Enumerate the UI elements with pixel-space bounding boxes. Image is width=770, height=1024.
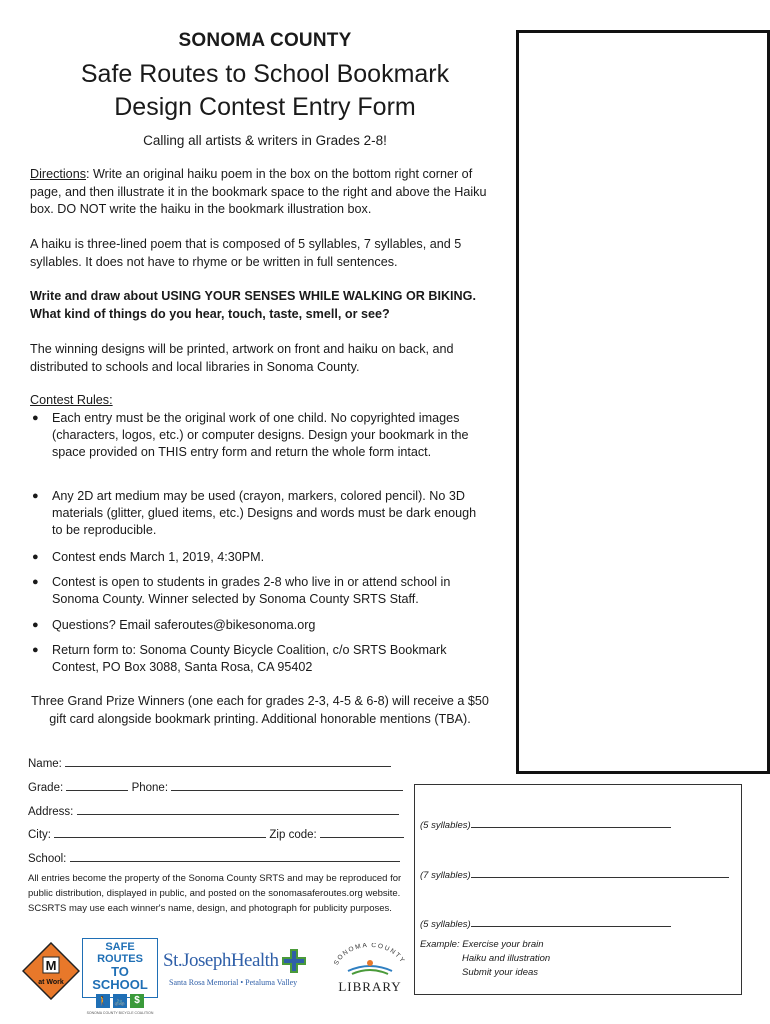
rule-item <box>30 617 490 634</box>
srts-icons <box>83 994 157 1008</box>
rule-text: Contest is open to students in grades 2-8 who live in or attend school in Sonoma County. Winner selected by Sonoma County SRTS Staff. <box>52 575 451 606</box>
rule-item <box>30 549 490 566</box>
library-name: LIBRARY <box>338 979 402 994</box>
rule-text: Questions? Email saferoutes@bikesonoma.org <box>52 618 316 632</box>
name-label: Name: <box>28 758 62 770</box>
haiku-line-1[interactable] <box>420 817 671 831</box>
school-label: School: <box>28 853 67 865</box>
sign-text: at Work <box>38 979 64 986</box>
grade-phone-row <box>28 778 403 794</box>
theme-paragraph: Write and draw about USING YOUR SENSES WHILE WALKING OR BIKING. What kind of things do you hear, touch, taste, smell, or see? <box>30 289 476 321</box>
rule-item <box>30 488 490 541</box>
diamond-sign-icon <box>22 942 80 1000</box>
city-zip-row <box>28 825 404 841</box>
safe-routes-logo <box>82 938 160 1015</box>
walker-icon: 🚶 <box>97 996 109 1006</box>
bullet-icon: ● <box>32 644 39 656</box>
city-line[interactable] <box>54 825 266 838</box>
haiku-line-2-blank[interactable] <box>471 867 729 878</box>
bullet-icon: ● <box>32 576 39 588</box>
rule-text: Contest ends March 1, 2019, 4:30PM. <box>52 550 265 564</box>
cross-icon <box>281 948 307 974</box>
rule-text: Any 2D art medium may be used (crayon, markers, colored pencil). No 3D materials (glitter, glued items, etc.) Designs and words must be dark enough to be reproducible. <box>52 489 477 537</box>
directions-text: : Write an original haiku poem in the box on the bottom right corner of page, and then illustrate it in the bookmark space to the right and above the Haiku box. DO NOT write the haiku in the bookmark illustration box. <box>30 167 487 216</box>
title-line-2: Design Contest Entry Form <box>114 93 416 121</box>
haiku-definition: A haiku is three-lined poem that is composed of 5 syllables, 7 syllables, and 5 syllables. It does not have to rhyme or be written in full sentences. <box>30 237 462 269</box>
zip-line[interactable] <box>320 825 404 838</box>
rule-item <box>30 574 490 609</box>
rule-item <box>30 410 490 480</box>
title-line-1: Safe Routes to School Bookmark <box>80 60 450 88</box>
school-field[interactable] <box>28 849 400 865</box>
directions-label: Directions <box>30 167 86 181</box>
phone-label: Phone: <box>131 782 169 794</box>
bullet-icon: ● <box>32 619 39 631</box>
dollar-icon: $ <box>130 994 144 1008</box>
name-line[interactable] <box>65 754 391 767</box>
sjh-name: St.JosephHealth <box>163 950 279 971</box>
st-joseph-health-logo <box>163 948 323 1000</box>
bike-icon: 🚲 <box>114 996 126 1006</box>
disclaimer-text: All entries become the property of the Sonoma County SRTS and may be reproduced for public distribution, displayed in public, and posted on the sonomasaferoutes.org website. SCSRTS may use each winner's name, design, and photograph for publicity purposes. <box>28 873 402 914</box>
contest-rules-list <box>30 410 490 685</box>
haiku-line-3-blank[interactable] <box>471 916 671 927</box>
county-heading: SONOMA COUNTY <box>178 30 352 51</box>
sjh-sub: Santa Rosa Memorial • Petaluma Valley <box>169 978 298 987</box>
winning-paragraph: The winning designs will be printed, artwork on front and haiku on back, and distributed to schools and local libraries in Sonoma County. <box>30 342 454 374</box>
haiku-line-1-blank[interactable] <box>471 817 671 828</box>
srts-line-1: SAFE ROUTES <box>97 941 143 965</box>
phone-line[interactable] <box>171 778 403 791</box>
example-line-1: Example: Exercise your brain <box>420 939 544 950</box>
zip-label: Zip code: <box>269 829 317 841</box>
bullet-icon: ● <box>32 551 39 563</box>
sonoma-county-library-logo <box>330 943 410 995</box>
address-label: Address: <box>28 806 74 818</box>
rule-item <box>30 642 490 677</box>
rule-text: Return form to: Sonoma County Bicycle Coalition, c/o SRTS Bookmark Contest, PO Box 3088, Santa Rosa, CA 95402 <box>52 643 447 674</box>
subtitle: Calling all artists & writers in Grades 2-8! <box>143 133 387 148</box>
name-field[interactable] <box>28 754 391 770</box>
directions-paragraph <box>30 166 490 219</box>
address-field[interactable] <box>28 802 399 818</box>
library-emblem-icon <box>330 943 410 995</box>
example-line-2: Haiku and illustration <box>462 953 551 964</box>
contest-rules-label: Contest Rules: <box>30 393 113 407</box>
bullet-icon: ● <box>32 490 39 502</box>
bookmark-illustration-box[interactable] <box>516 30 770 774</box>
walking-sign-logo <box>22 942 80 1000</box>
school-line[interactable] <box>70 849 400 862</box>
haiku-line-3[interactable] <box>420 916 671 930</box>
bullet-icon: ● <box>32 412 39 424</box>
srts-footer: SONOMA COUNTY BICYCLE COALITION <box>86 1011 154 1015</box>
svg-text:M: M <box>45 958 57 973</box>
rule-text: Each entry must be the original work of one child. No copyrighted images (characters, logos, etc.) or computer designs. Design your bookmark in the space provided on THIS entry form and return the whole form intact. <box>52 411 469 459</box>
syllable-label-3: (5 syllables) <box>420 919 471 930</box>
syllable-label-1: (5 syllables) <box>420 820 471 831</box>
example-line-3: Submit your ideas <box>462 967 539 978</box>
grade-line[interactable] <box>66 778 128 791</box>
haiku-line-2[interactable] <box>420 867 729 881</box>
prize-paragraph: Three Grand Prize Winners (one each for grades 2-3, 4-5 & 6-8) will receive a $50 gift card alongside bookmark printing. Additional honorable mentions (TBA). <box>31 694 489 726</box>
city-label: City: <box>28 829 51 841</box>
srts-line-2: TO SCHOOL <box>92 964 148 992</box>
address-line[interactable] <box>77 802 399 815</box>
syllable-label-2: (7 syllables) <box>420 870 471 881</box>
library-arc-text: SONOMA COUNTY <box>332 943 407 967</box>
grade-label: Grade: <box>28 782 64 794</box>
